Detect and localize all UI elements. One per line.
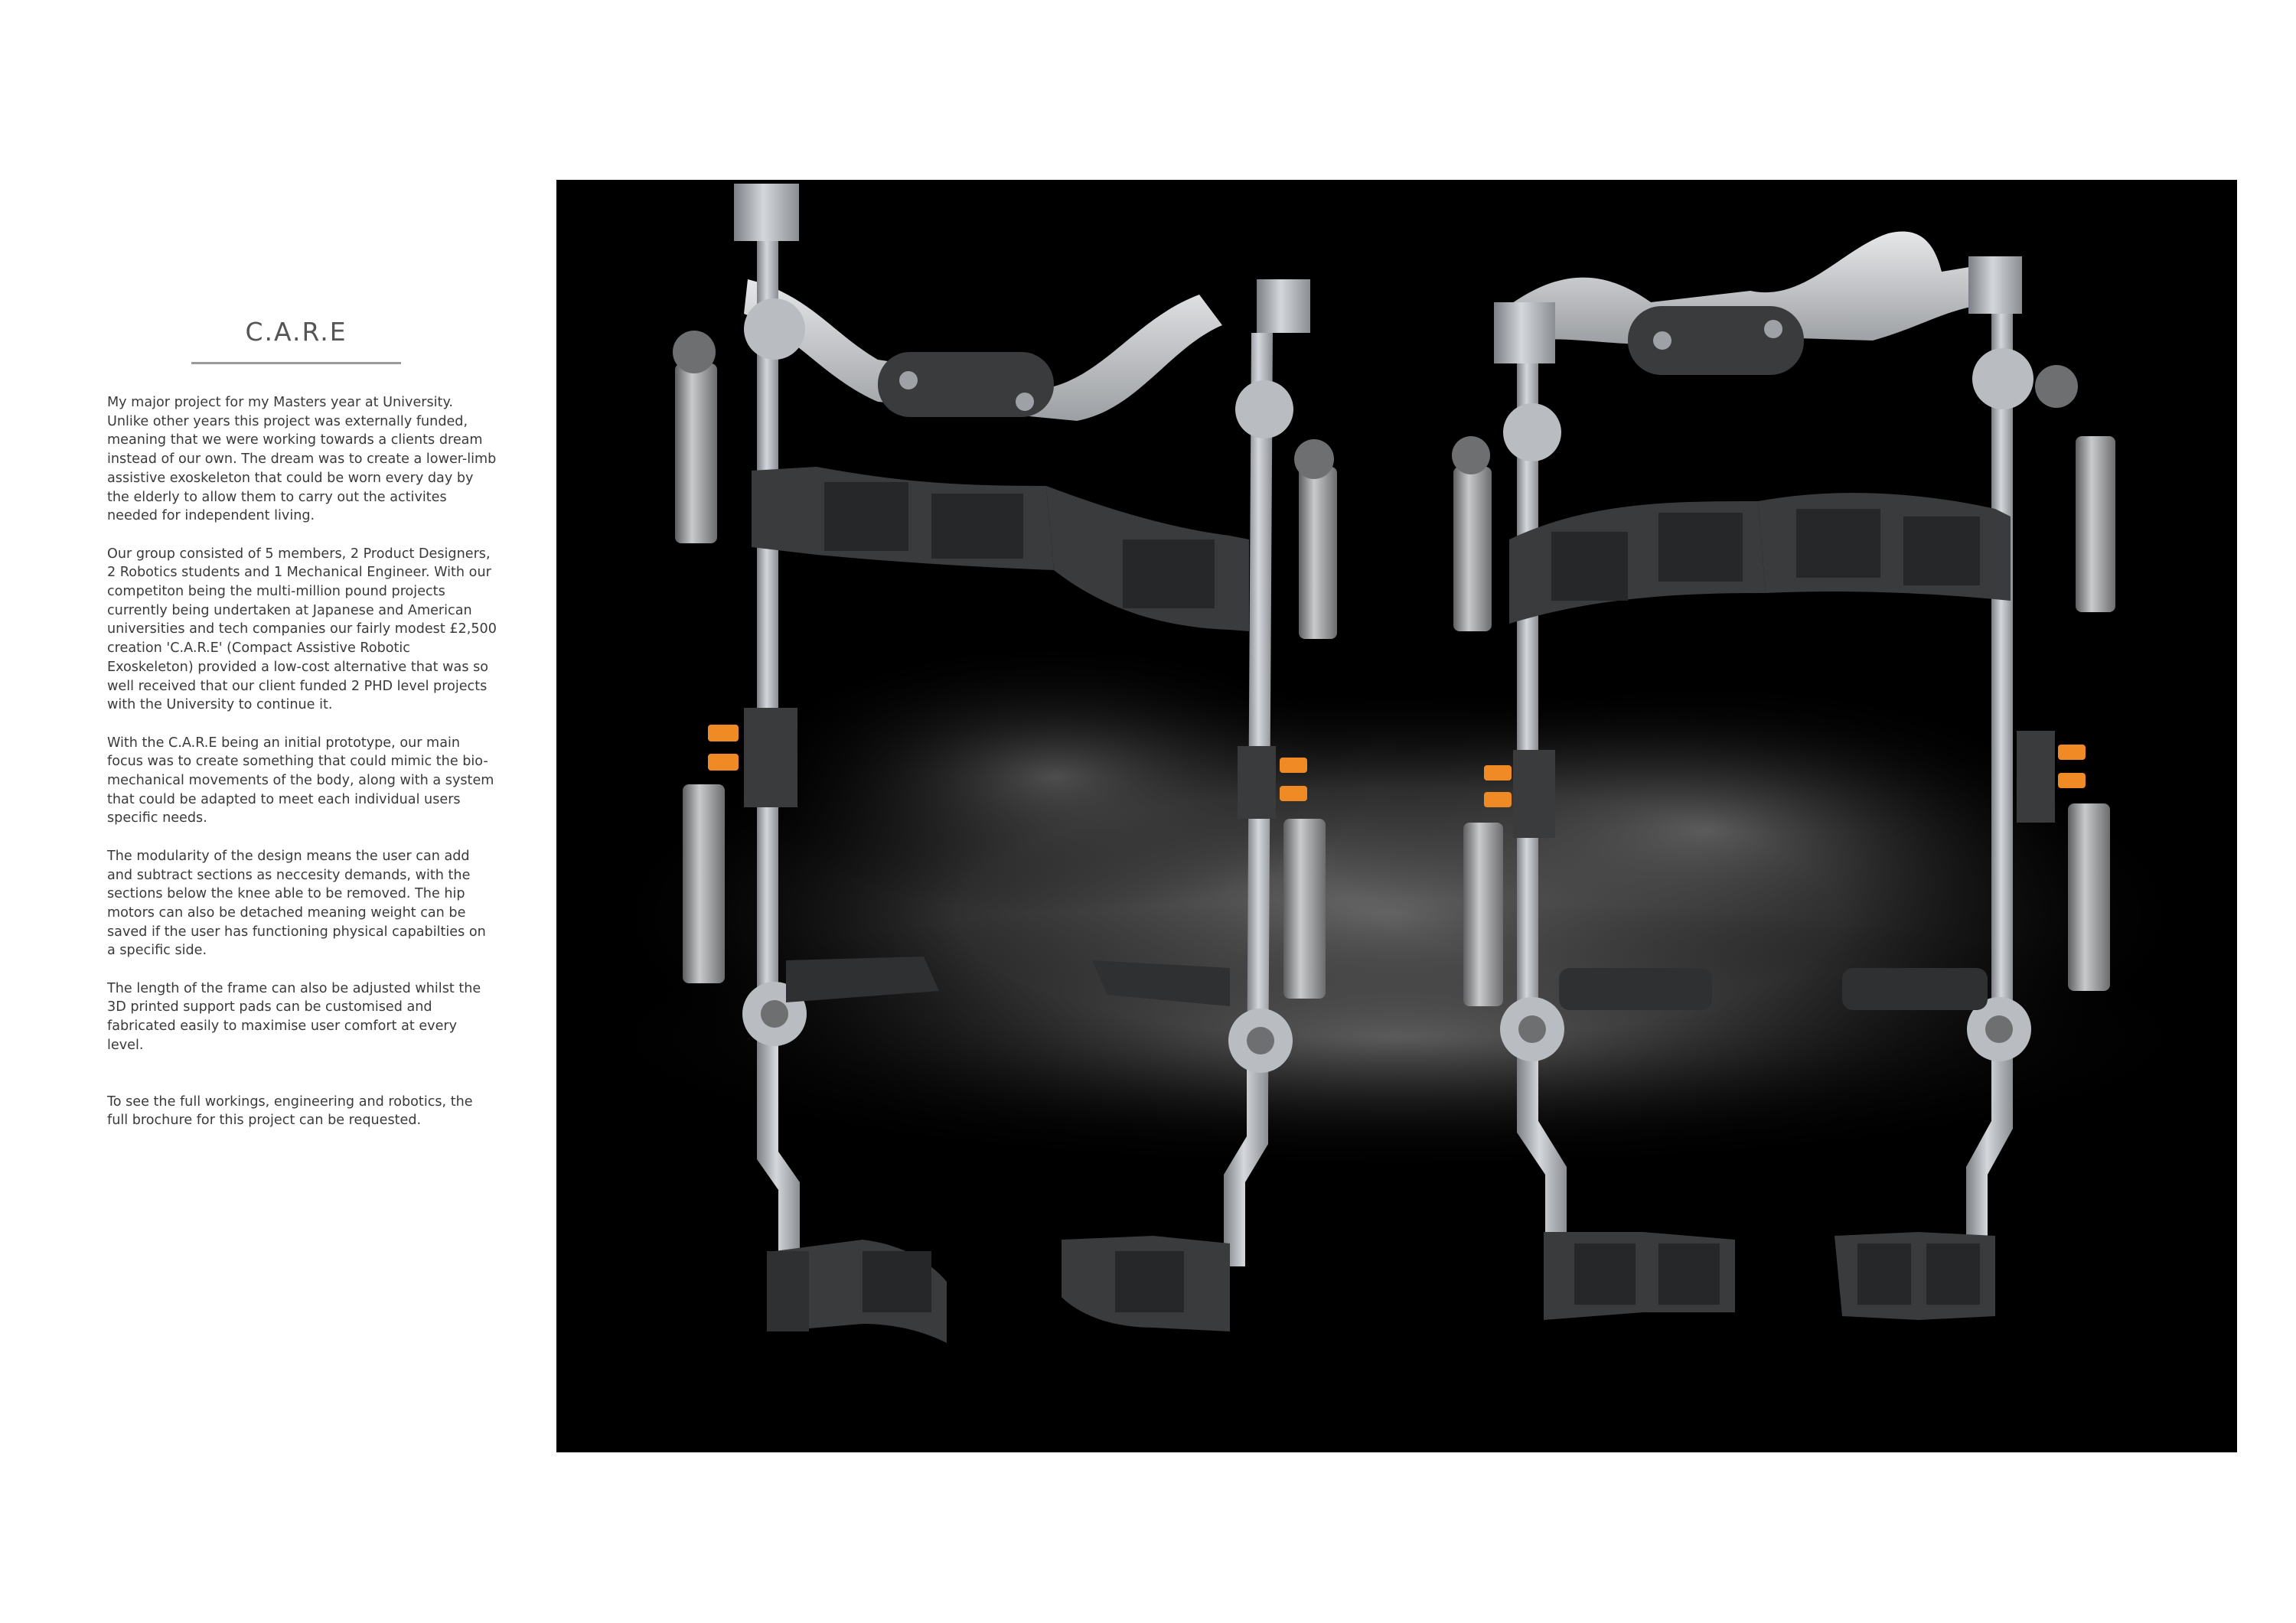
knee-lock-tab (2058, 773, 2086, 788)
paragraph-team: Our group consisted of 5 members, 2 Product Designers, 2 Robotics students and 1 Mechanical Engineer. With our competiton being the multi-million pound projects currently being undertaken at Japanese and American universities and tech companies our fairly modest £2,500 creation 'C.A.R.E' (Compact Assistive Robotic Exoskeleton) provided a low-cost alternative that was so well received that our client funded 2 PHD level projects with the University to continue it. (107, 546, 497, 713)
page-title: C.A.R.E (245, 317, 347, 347)
knee-lock-tab (1484, 765, 1512, 781)
render-illustration (556, 180, 2237, 1452)
knee-actuator (683, 784, 725, 983)
knee-lock-tab (1280, 786, 1307, 801)
knee-lock-tab (2058, 745, 2086, 760)
hip-motor-block (734, 184, 799, 241)
hip-motor-block (1968, 256, 2022, 314)
knee-actuator (2068, 803, 2110, 991)
shin-pad-clamp (767, 1251, 809, 1331)
hip-motor-block (1257, 279, 1310, 333)
hip-pivot (1972, 348, 2033, 409)
paragraph-modularity: The modularity of the design means the user can add and subtract sections as neccesity demands, with the sections below the knee able to be removed. The hip motors can also be detached meaning weight can be saved if the user has functioning physical capabilties on a specific side. (107, 848, 486, 959)
hip-pivot (1235, 380, 1293, 438)
exoskeleton-render (556, 180, 2237, 1452)
paragraph-adjustment: The length of the frame can also be adjusted whilst the 3D printed support pads can be customised and fabricated easily to maximise user comfort at every level. (107, 980, 481, 1053)
knee-lock (1513, 750, 1555, 838)
hip-actuator (1453, 467, 1492, 631)
paragraph-prototype: With the C.A.R.E being an initial prototype, our main focus was to create something that could mimic the bio-mechanical movements of the body, along with a system that could be adapted to meet each individual users specific needs. (107, 735, 494, 826)
hip-gear (673, 331, 716, 373)
knee-lock (1238, 746, 1276, 819)
calf-strap (1842, 968, 1988, 1010)
description-text (107, 393, 497, 1149)
hip-gear (2035, 365, 2078, 408)
knee-lock-tab (1280, 758, 1307, 773)
calf-strap (1559, 968, 1712, 1010)
knee-lock-tab (1484, 792, 1512, 807)
paragraph-brochure: To see the full workings, engineering and robotics, the full brochure for this project can be requested. (107, 1093, 473, 1129)
hip-gear (1452, 436, 1490, 474)
frame-bar (757, 241, 778, 1094)
knee-lock-tab (708, 754, 739, 771)
title-divider (191, 362, 401, 364)
frame-bar (1991, 314, 2013, 1083)
frame-bar (1517, 363, 1538, 1083)
hip-actuator (675, 363, 717, 543)
hip-actuator (1299, 467, 1337, 639)
hip-actuator (2076, 436, 2115, 612)
knee-lock-tab (708, 725, 739, 741)
hip-motor-block (1494, 302, 1555, 363)
paragraph-intro: My major project for my Masters year at University. Unlike other years this project was externally funded, meaning that we were working towards a clients dream instead of our own. The dream was to create a lower-limb assistive exoskeleton that could be worn every day by the elderly to allow them to carry out the activites needed for independent living. (107, 395, 497, 524)
knee-actuator (1463, 823, 1503, 1006)
knee-lock (744, 708, 797, 807)
hip-gear (1294, 439, 1334, 479)
knee-actuator (1283, 819, 1326, 999)
knee-lock (2017, 731, 2055, 823)
fog-cloud (732, 639, 1375, 914)
hip-pivot (744, 298, 805, 360)
hip-pivot (1503, 403, 1561, 461)
